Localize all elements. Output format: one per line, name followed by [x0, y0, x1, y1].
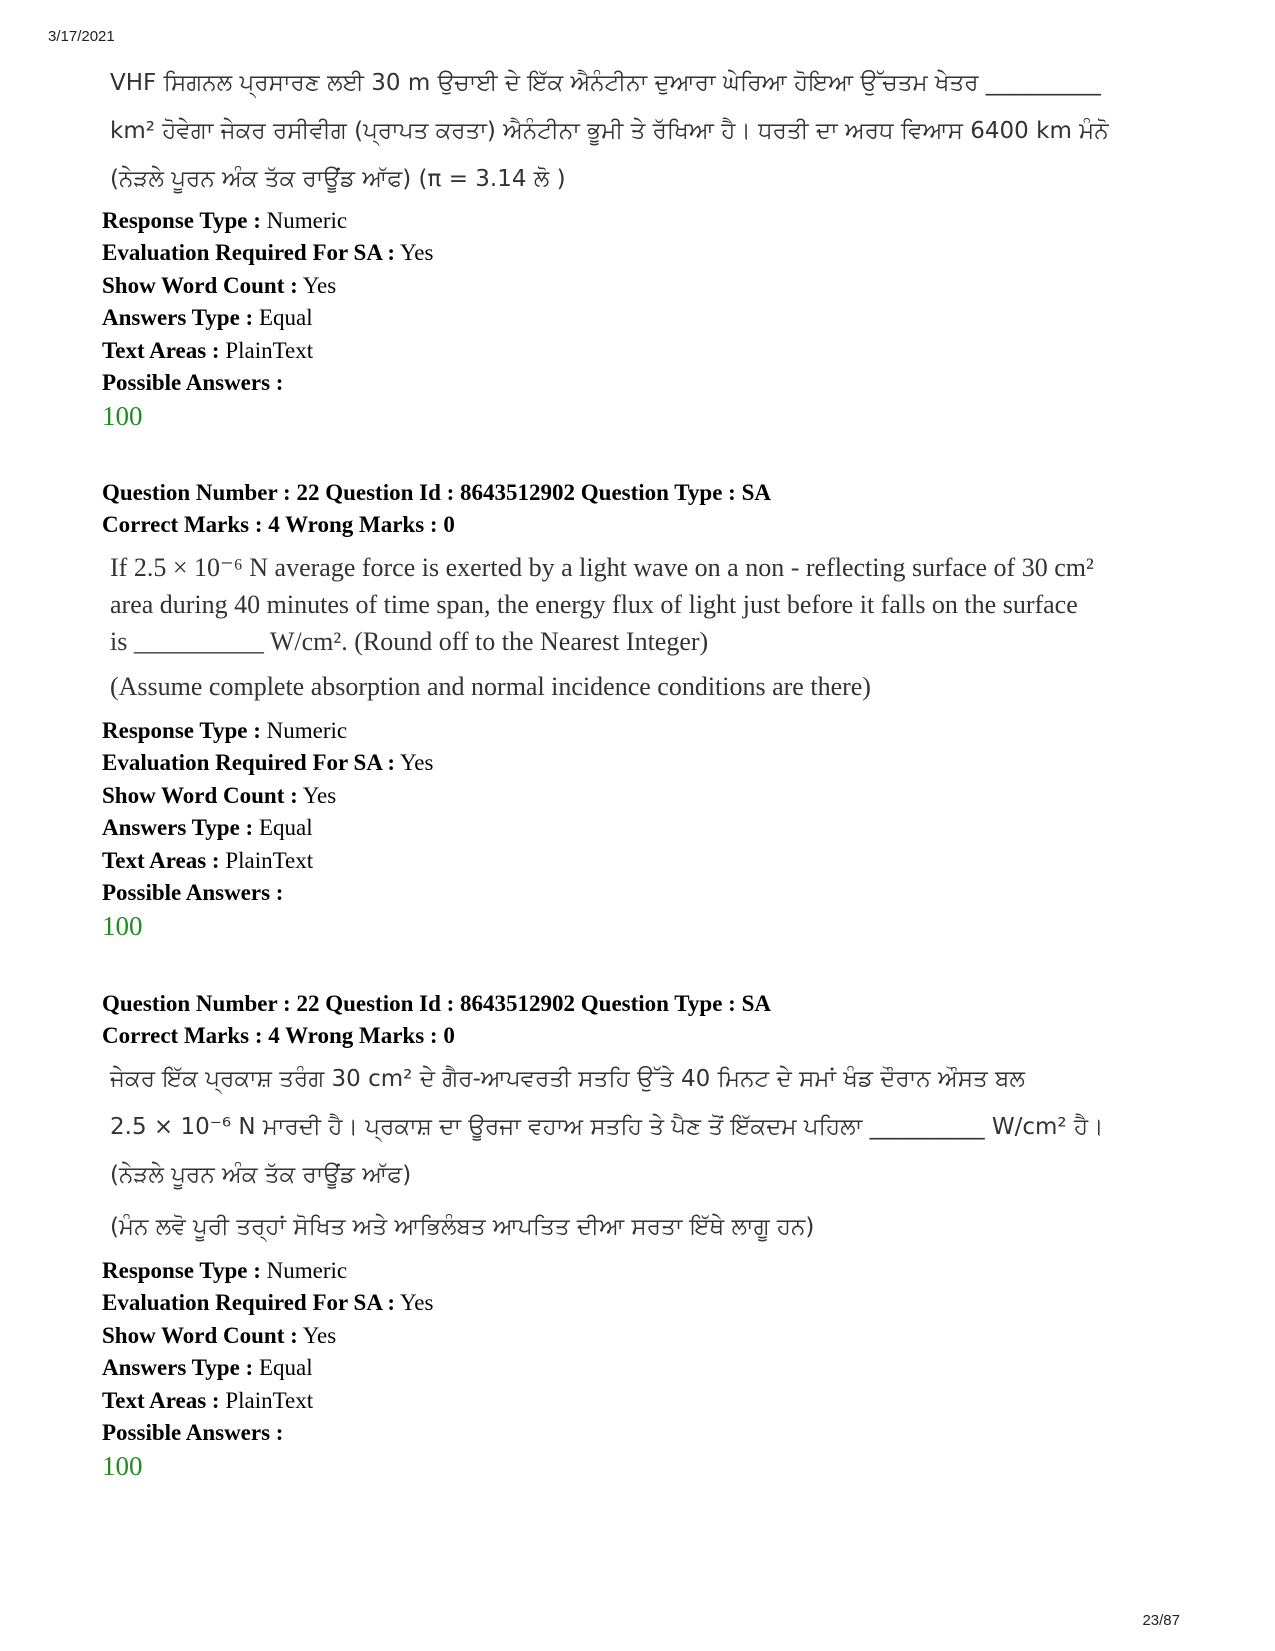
answers-type-label: Answers Type :	[102, 1355, 254, 1380]
evaluation-required-value: Yes	[400, 240, 434, 265]
show-word-count-value: Yes	[302, 273, 337, 298]
possible-answers-label: Possible Answers :	[102, 1420, 284, 1445]
evaluation-required-label: Evaluation Required For SA :	[102, 240, 396, 265]
show-word-count-row	[102, 273, 336, 299]
marks-line: Correct Marks : 4 Wrong Marks : 0	[102, 1023, 455, 1048]
answers-type-value: Equal	[258, 305, 313, 330]
show-word-count-value: Yes	[302, 1323, 337, 1348]
answers-type-label: Answers Type :	[102, 815, 254, 840]
question-line: ਜੇਕਰ ਇੱਕ ਪ੍ਰਕਾਸ਼ ਤਰੰਗ 30 cm² ਦੇ ਗੈਰ-ਆਪਵਰਤੀ ਸਤਹਿ ਉੱਤੇ 40 ਮਿਨਟ ਦੇ ਸਮਾਂ ਖੰਡ ਦੌਰਾਨ ਔਸਤ ਬਲ	[110, 1066, 1025, 1092]
show-word-count-label: Show Word Count :	[102, 783, 298, 808]
response-type-label: Response Type :	[102, 208, 261, 233]
response-type-value: Numeric	[266, 1258, 348, 1283]
answers-type-row	[102, 1355, 313, 1381]
question-line: If 2.5 × 10⁻⁶ N average force is exerted by a light wave on a non - reflecting surface of 30 cm²	[110, 553, 1094, 582]
possible-answer-value: 100	[102, 1451, 143, 1481]
answers-type-row	[102, 305, 313, 331]
possible-answer-value: 100	[102, 911, 143, 941]
question-line: area during 40 minutes of time span, the energy flux of light just before it falls on the surface	[110, 590, 1078, 619]
possible-answers-label: Possible Answers :	[102, 880, 284, 905]
show-word-count-label: Show Word Count :	[102, 273, 298, 298]
possible-answer-value: 100	[102, 401, 143, 431]
question-line: (ਮੰਨ ਲਵੋ ਪੂਰੀ ਤਰ੍ਹਾਂ ਸੋਖਿਤ ਅਤੇ ਆਭਿਲੰਬਤ ਆਪਤਿਤ ਦੀਆ ਸਰਤਾ ਇੱਥੇ ਲਾਗੂ ਹਨ)	[110, 1214, 815, 1240]
evaluation-required-value: Yes	[400, 750, 434, 775]
page-number: 23/87	[1142, 1612, 1180, 1629]
question-line: (ਨੇੜਲੇ ਪੂਰਨ ਅੰਕ ਤੱਕ ਰਾਊਂਡ ਆੱਫ)	[110, 1162, 412, 1188]
response-type-row	[102, 718, 347, 744]
response-type-row	[102, 1258, 347, 1284]
text-areas-label: Text Areas :	[102, 1388, 220, 1413]
text-areas-value: PlainText	[225, 338, 314, 363]
marks-line: Correct Marks : 4 Wrong Marks : 0	[102, 512, 455, 537]
answers-type-value: Equal	[258, 815, 313, 840]
possible-answers-row	[102, 370, 283, 396]
show-word-count-row	[102, 1323, 336, 1349]
question-line: VHF ਸਿਗਨਲ ਪ੍ਰਸਾਰਣ ਲਈ 30 m ਉਚਾਈ ਦੇ ਇੱਕ ਐਨੰਟੀਨਾ ਦੁਆਰਾ ਘੇਰਿਆ ਹੋਇਆ ਉੱਚਤਮ ਖੇਤਰ __________	[110, 70, 1101, 96]
text-areas-value: PlainText	[225, 1388, 314, 1413]
evaluation-required-row	[102, 1290, 433, 1316]
response-type-label: Response Type :	[102, 1258, 261, 1283]
possible-answers-row	[102, 1420, 283, 1446]
text-areas-value: PlainText	[225, 848, 314, 873]
evaluation-required-row	[102, 240, 433, 266]
response-type-value: Numeric	[266, 208, 348, 233]
text-areas-row	[102, 338, 313, 364]
possible-answers-row	[102, 880, 283, 906]
text-areas-label: Text Areas :	[102, 848, 220, 873]
response-type-row	[102, 208, 347, 234]
evaluation-required-label: Evaluation Required For SA :	[102, 1290, 396, 1315]
show-word-count-row	[102, 783, 336, 809]
evaluation-required-value: Yes	[400, 1290, 434, 1315]
show-word-count-label: Show Word Count :	[102, 1323, 298, 1348]
text-areas-row	[102, 848, 313, 874]
question-line: 2.5 × 10⁻⁶ N ਮਾਰਦੀ ਹੈ। ਪ੍ਰਕਾਸ਼ ਦਾ ਊਰਜਾ ਵਹਾਅ ਸਤਹਿ ਤੇ ਪੈਣ ਤੋਂ ਇੱਕਦਮ ਪਹਿਲਾ __________ W/cm² ਹੈ।	[110, 1114, 1104, 1140]
question-line: (ਨੇੜਲੇ ਪੂਰਨ ਅੰਕ ਤੱਕ ਰਾਊਂਡ ਆੱਫ) (π = 3.14 ਲੋ )	[110, 166, 566, 192]
page-date: 3/17/2021	[48, 28, 115, 45]
text-areas-row	[102, 1388, 313, 1414]
text-areas-label: Text Areas :	[102, 338, 220, 363]
evaluation-required-row	[102, 750, 433, 776]
show-word-count-value: Yes	[302, 783, 337, 808]
question-line: (Assume complete absorption and normal incidence conditions are there)	[110, 672, 871, 701]
question-line: km² ਹੋਵੇਗਾ ਜੇਕਰ ਰਸੀਵੀਗ (ਪ੍ਰਾਪਤ ਕਰਤਾ) ਐਨੰਟੀਨਾ ਭੂਮੀ ਤੇ ਰੱਖਿਆ ਹੈ। ਧਰਤੀ ਦਾ ਅਰਧ ਵਿਆਸ 6400 km ਮੰਨੋ	[110, 118, 1109, 144]
response-type-value: Numeric	[266, 718, 348, 743]
evaluation-required-label: Evaluation Required For SA :	[102, 750, 396, 775]
possible-answers-label: Possible Answers :	[102, 370, 284, 395]
question-header-line: Question Number : 22 Question Id : 8643512902 Question Type : SA	[102, 480, 771, 505]
answers-type-row	[102, 815, 313, 841]
answers-type-label: Answers Type :	[102, 305, 254, 330]
response-type-label: Response Type :	[102, 718, 261, 743]
question-header-line: Question Number : 22 Question Id : 8643512902 Question Type : SA	[102, 991, 771, 1016]
answers-type-value: Equal	[258, 1355, 313, 1380]
question-line: is __________ W/cm². (Round off to the Nearest Integer)	[110, 627, 709, 656]
